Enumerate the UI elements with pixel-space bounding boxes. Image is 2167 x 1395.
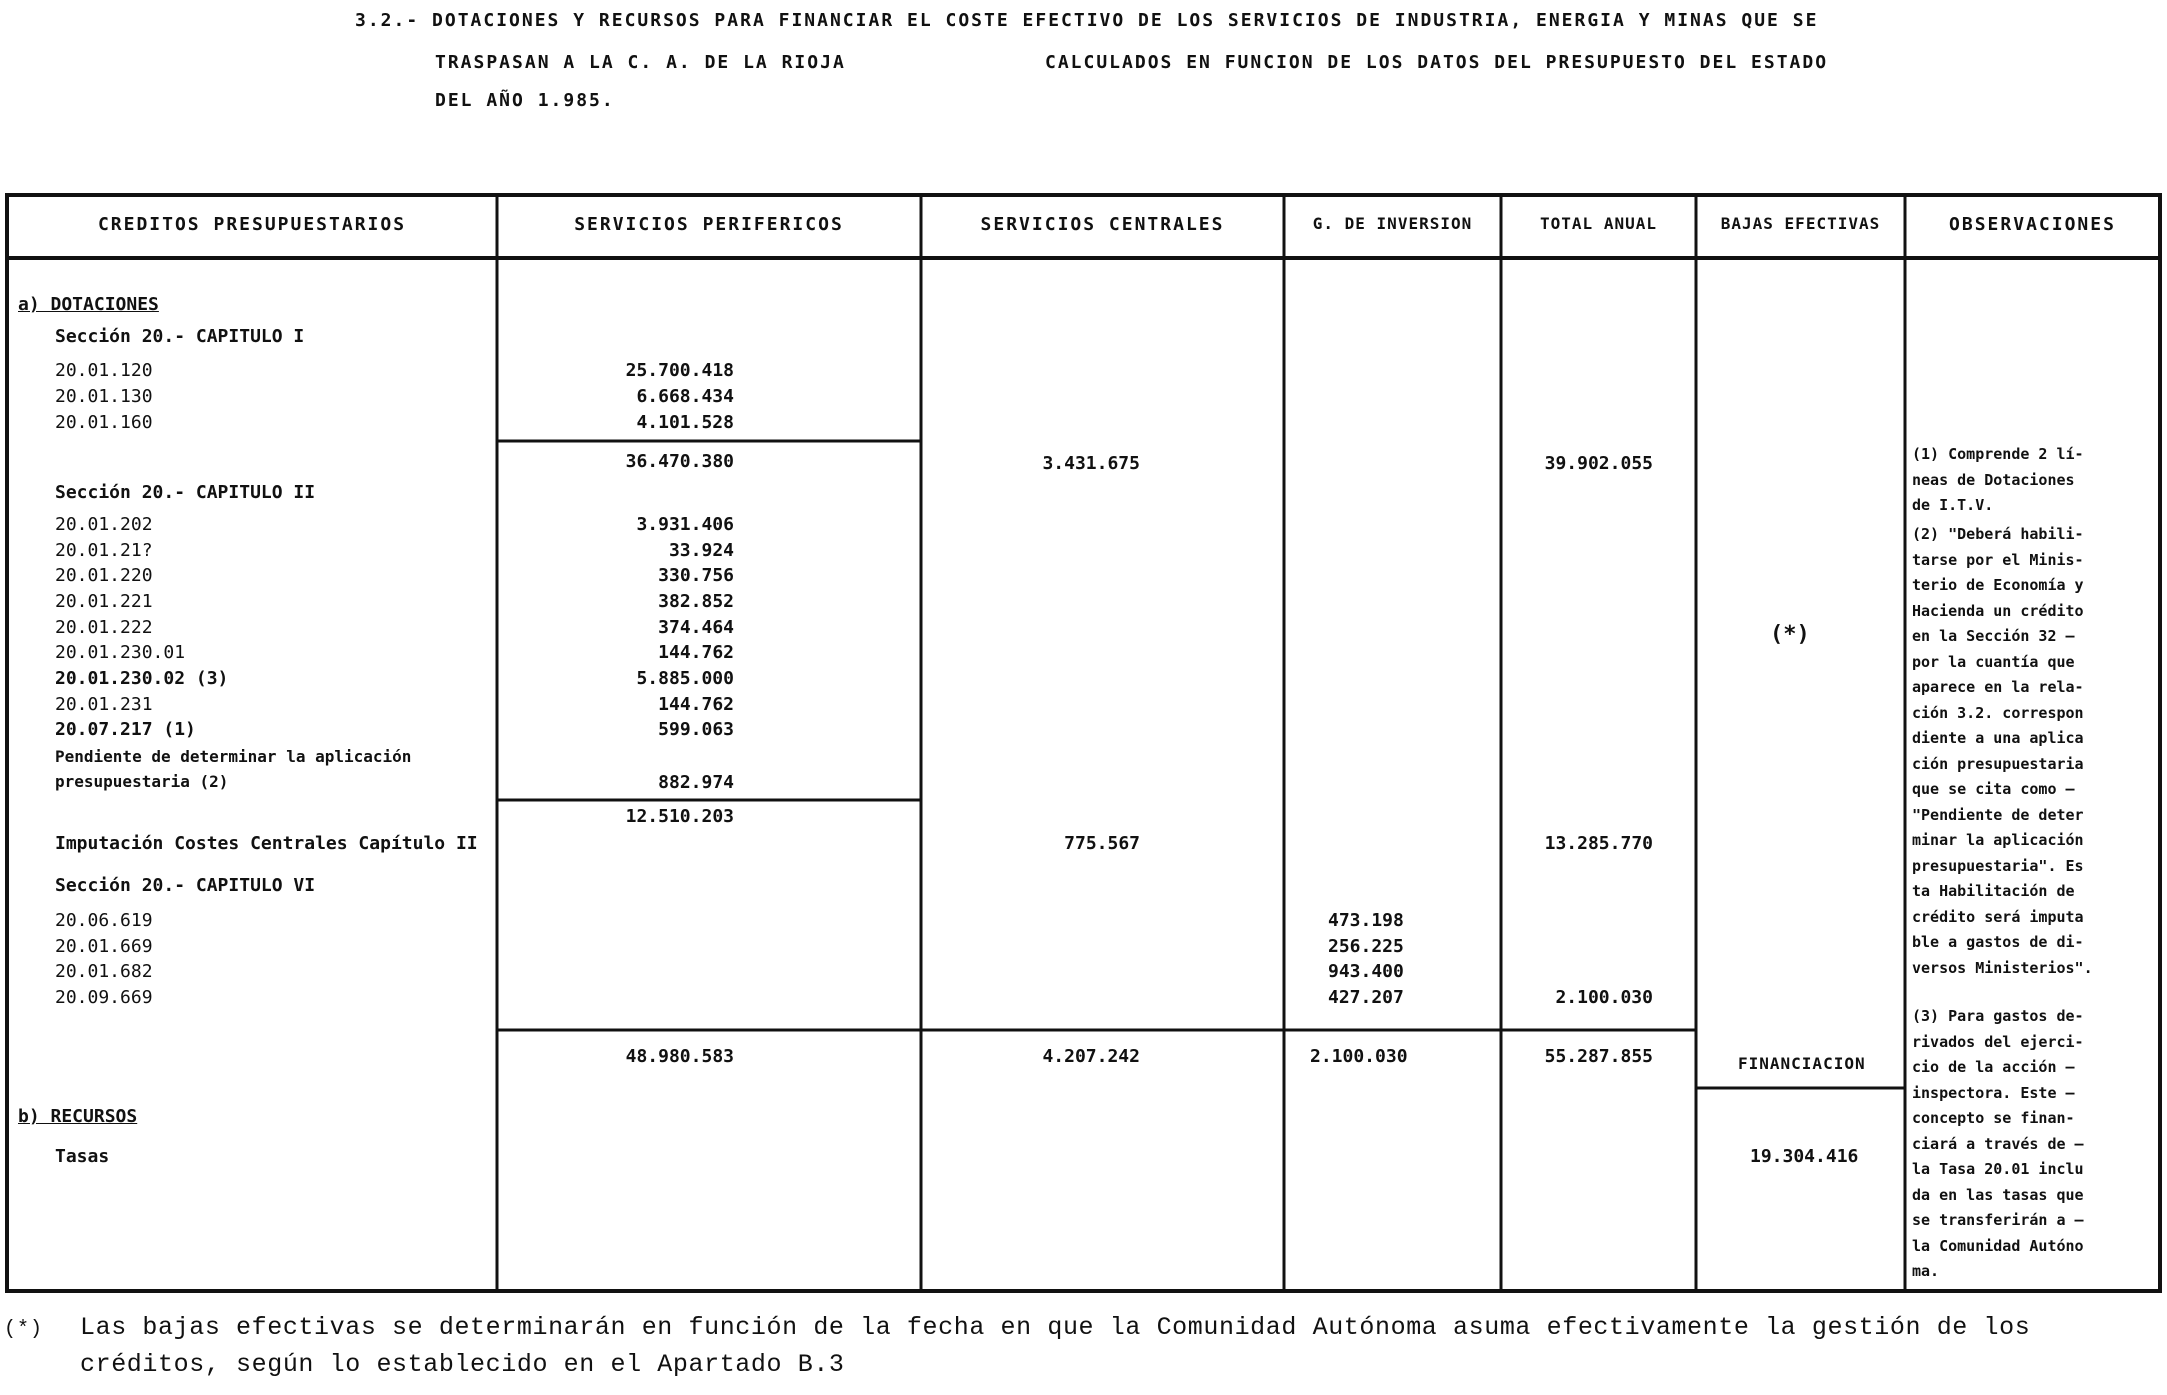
table-row-code: 20.01.230.02 (3) [55,668,229,689]
col-header-observaciones: OBSERVACIONES [1949,214,2116,235]
imputacion-label: Imputación Costes Centrales Capítulo II [55,833,478,854]
cap1-label: Sección 20.- CAPITULO I [55,326,305,347]
document-title-line-3: DEL AÑO 1.985. [435,90,615,111]
table-row-code: 20.07.217 (1) [55,719,196,740]
col-header-servicios-centrales: SERVICIOS CENTRALES [980,214,1225,235]
bajas-asterisk-note: (*) [1770,622,1810,647]
document-title-line-1: 3.2.- DOTACIONES Y RECURSOS PARA FINANCIAR EL COSTE EFECTIVO DE LOS SERVICIOS DE INDUSTRIA, ENERGIA Y MINAS QUE SE [355,10,1819,31]
table-row-code: 20.01.221 [55,591,153,612]
grand-total-anual: 55.287.855 [1544,1046,1653,1067]
cap1-centrales: 3.431.675 [1042,453,1140,474]
financiacion-value: 19.304.416 [1750,1146,1859,1167]
pending-label-line-1: Pendiente de determinar la aplicación [55,747,412,766]
section-dotaciones-heading: a) DOTACIONES [18,294,159,315]
cap2-total-anual: 13.285.770 [1544,833,1653,854]
table-row-code: 20.01.120 [55,360,153,381]
inversion-value: 427.207 [1328,987,1404,1008]
periph-value: 382.852 [658,591,734,612]
periph-value: 374.464 [658,617,734,638]
periph-value: 5.885.000 [636,668,734,689]
table-row-code: 20.01.682 [55,961,153,982]
table-row-code: 20.01.669 [55,936,153,957]
col-header-inversion: G. DE INVERSION [1312,214,1473,233]
periph-value: 144.762 [658,694,734,715]
col-header-bajas-efectivas: BAJAS EFECTIVAS [1720,214,1881,233]
observacion-2: (2) "Deberá habili- tarse por el Minis- terio de Economía y Hacienda un crédito en la Sección 32 — por la cuantía que aparece en la rela- ción 3.2. correspon diente a una aplica ción presupuestaria que se cita como — "Pendiente de deter minar la aplicación presupuestaria". Es ta Habilitación de crédito será imputa ble a gastos de di- versos Ministerios". [1912,525,2093,977]
table-row-code: 20.01.130 [55,386,153,407]
tasas-label: Tasas [55,1146,110,1167]
table-row-code: 20.01.222 [55,617,153,638]
col-header-creditos: CREDITOS PRESUPUESTARIOS [97,214,407,235]
col-header-total-anual: TOTAL ANUAL [1540,214,1657,233]
table-row-code: 20.09.669 [55,987,153,1008]
cap1-subtotal-periph: 36.470.380 [625,451,734,472]
grand-total-centrales: 4.207.242 [1042,1046,1140,1067]
table-row-code: 20.01.230.01 [55,642,186,663]
table-row-code: 20.01.220 [55,565,153,586]
inversion-value: 473.198 [1328,910,1404,931]
table-row-code: 20.01.231 [55,694,153,715]
footnote-line-2: créditos, según lo establecido en el Apartado B.3 [80,1350,845,1379]
footnote-line-1: Las bajas efectivas se determinarán en función de la fecha en que la Comunidad Autónoma asuma efectivamente la gestión de los [80,1313,2031,1342]
document-title-line-2a: TRASPASAN A LA C. A. DE LA RIOJA [435,52,846,73]
footnote-marker: (*) [4,1318,44,1341]
cap1-total-anual: 39.902.055 [1544,453,1653,474]
periph-value: 33.924 [668,540,734,561]
document-title-line-2b: CALCULADOS EN FUNCION DE LOS DATOS DEL PRESUPUESTO DEL ESTADO [1045,52,1829,73]
periph-value: 25.700.418 [625,360,734,381]
financiacion-label: FINANCIACION [1738,1054,1866,1073]
grand-total-periph: 48.980.583 [625,1046,734,1067]
table-row-code: 20.06.619 [55,910,153,931]
observacion-3: (3) Para gastos de- rivados del ejerci- cio de la acción — inspectora. Este — concepto se finan- ciará a través de — la Tasa 20.01 inclu da en las tasas que se transferirán a — la Comunidad Autóno ma. [1912,1007,2084,1280]
periph-value: 599.063 [658,719,734,740]
inversion-value: 943.400 [1328,961,1404,982]
periph-value: 330.756 [658,565,734,586]
periph-value: 4.101.528 [636,412,734,433]
pending-periph: 882.974 [658,772,734,793]
section-recursos-heading: b) RECURSOS [18,1106,138,1127]
periph-value: 144.762 [658,642,734,663]
pending-label-line-2: presupuestaria (2) [55,772,229,791]
table-row-code: 20.01.160 [55,412,153,433]
col-header-servicios-perifericos: SERVICIOS PERIFERICOS [574,214,844,235]
cap2-label: Sección 20.- CAPITULO II [55,482,316,503]
cap2-centrales: 775.567 [1064,833,1140,854]
cap2-subtotal-periph: 12.510.203 [625,806,734,827]
cap6-label: Sección 20.- CAPITULO VI [55,875,316,896]
observacion-1: (1) Comprende 2 lí- neas de Dotaciones de I.T.V. [1912,445,2084,514]
cap6-total-anual: 2.100.030 [1555,987,1653,1008]
inversion-value: 256.225 [1328,936,1404,957]
table-row-code: 20.01.202 [55,514,153,535]
periph-value: 3.931.406 [636,514,734,535]
periph-value: 6.668.434 [636,386,734,407]
table-row-code: 20.01.21? [55,540,153,561]
grand-total-inversion: 2.100.030 [1310,1046,1408,1067]
